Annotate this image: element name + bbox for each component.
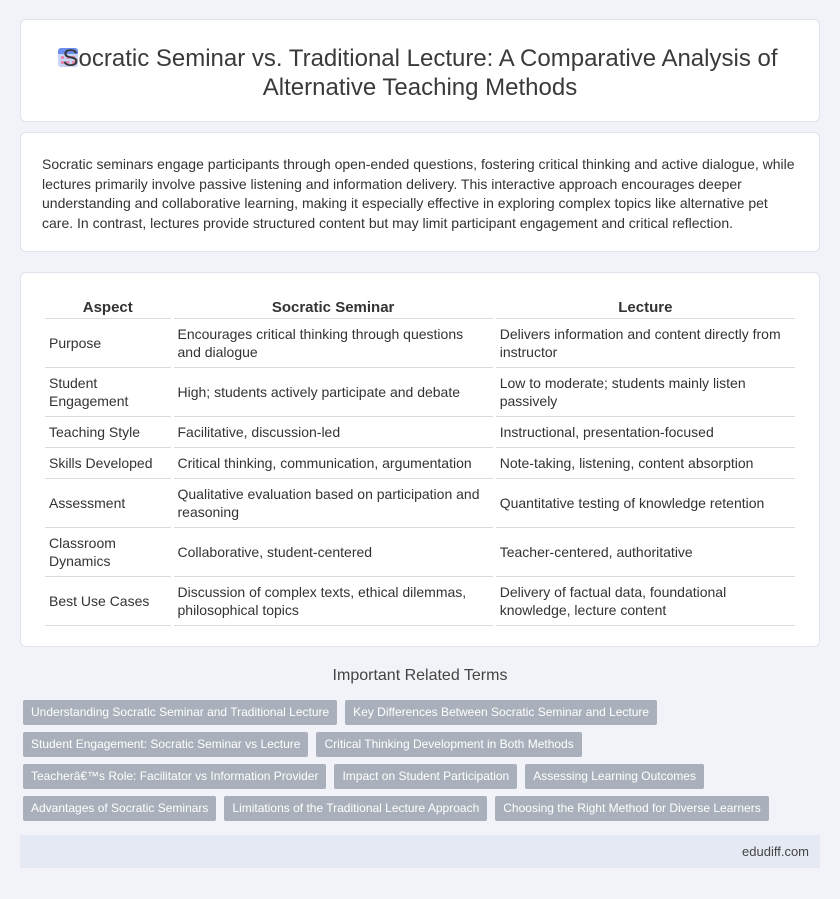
aspect-cell: Student Engagement <box>45 368 171 417</box>
related-term-link[interactable]: Understanding Socratic Seminar and Traditional Lecture <box>23 700 337 725</box>
header-aspect: Aspect <box>45 295 171 319</box>
related-term-link[interactable]: Impact on Student Participation <box>334 764 517 789</box>
aspect-cell: Best Use Cases <box>45 577 171 626</box>
table-header-row <box>45 295 795 319</box>
lecture-cell: Delivers information and content directly from instructor <box>496 319 795 368</box>
aspect-cell: Teaching Style <box>45 417 171 448</box>
table-row <box>45 448 795 479</box>
lecture-cell: Teacher-centered, authoritative <box>496 528 795 577</box>
table-row <box>45 577 795 626</box>
aspect-cell: Skills Developed <box>45 448 171 479</box>
header-card <box>20 19 820 122</box>
lecture-cell: Note-taking, listening, content absorption <box>496 448 795 479</box>
footer-site-link[interactable]: edudiff.com <box>742 844 809 859</box>
related-term-link[interactable]: Choosing the Right Method for Diverse Learners <box>495 796 768 821</box>
footer <box>20 835 820 868</box>
socratic-cell: Critical thinking, communication, argumentation <box>174 448 493 479</box>
aspect-cell: Classroom Dynamics <box>45 528 171 577</box>
related-term-link[interactable]: Teacherâ€™s Role: Facilitator vs Information Provider <box>23 764 326 789</box>
related-terms-list <box>23 700 823 828</box>
socratic-cell: Facilitative, discussion-led <box>174 417 493 448</box>
page-title: Socratic Seminar vs. Traditional Lecture: A Comparative Analysis of Alternative Teaching Methods <box>62 45 778 101</box>
related-term-link[interactable]: Key Differences Between Socratic Seminar and Lecture <box>345 700 657 725</box>
related-term-link[interactable]: Student Engagement: Socratic Seminar vs Lecture <box>23 732 308 757</box>
table-row <box>45 417 795 448</box>
summary-text: Socratic seminars engage participants through open-ended questions, fostering critical thinking and active dialogue, while lectures primarily involve passive listening and information delivery. This interactive approach encourages deeper understanding and collaborative learning, making it especially effective in exploring complex topics like alternative pet care. In contrast, lectures provide structured content but may limit participant engagement and critical reflection. <box>42 156 795 231</box>
socratic-cell: Encourages critical thinking through questions and dialogue <box>174 319 493 368</box>
table-row <box>45 479 795 528</box>
related-term-link[interactable]: Advantages of Socratic Seminars <box>23 796 216 821</box>
lecture-cell: Instructional, presentation-focused <box>496 417 795 448</box>
table-row <box>45 319 795 368</box>
lecture-cell: Quantitative testing of knowledge retention <box>496 479 795 528</box>
lecture-cell: Delivery of factual data, foundational knowledge, lecture content <box>496 577 795 626</box>
socratic-cell: Discussion of complex texts, ethical dilemmas, philosophical topics <box>174 577 493 626</box>
comparison-table-card <box>20 272 820 647</box>
aspect-cell: Assessment <box>45 479 171 528</box>
socratic-cell: Qualitative evaluation based on participation and reasoning <box>174 479 493 528</box>
related-term-link[interactable]: Limitations of the Traditional Lecture Approach <box>224 796 487 821</box>
socratic-cell: High; students actively participate and debate <box>174 368 493 417</box>
header-lecture: Lecture <box>496 295 795 319</box>
socratic-cell: Collaborative, student-centered <box>174 528 493 577</box>
related-terms-title: Important Related Terms <box>332 667 508 684</box>
lecture-cell: Low to moderate; students mainly listen passively <box>496 368 795 417</box>
related-term-link[interactable]: Assessing Learning Outcomes <box>525 764 704 789</box>
header-socratic-seminar: Socratic Seminar <box>174 295 493 319</box>
related-term-link[interactable]: Critical Thinking Development in Both Methods <box>316 732 581 757</box>
comparison-table <box>42 295 798 626</box>
table-row <box>45 528 795 577</box>
summary-card <box>20 132 820 252</box>
aspect-cell: Purpose <box>45 319 171 368</box>
table-row <box>45 368 795 417</box>
